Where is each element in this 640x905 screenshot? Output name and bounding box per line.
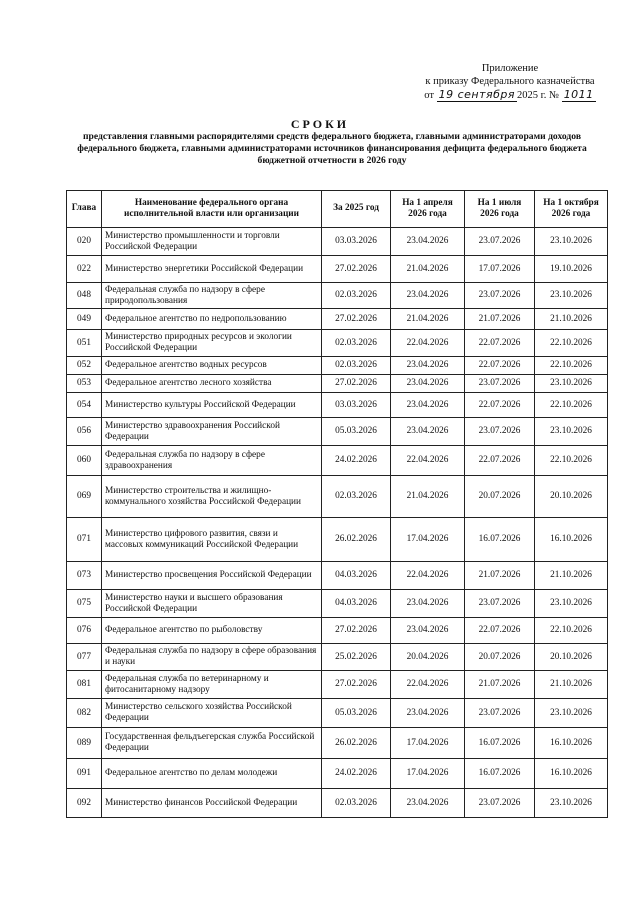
cell-name: Министерство финансов Российской Федерации <box>102 789 322 818</box>
cell-name: Федеральное агентство по делам молодежи <box>102 759 322 789</box>
header-name: Наименование федерального органа исполнительной власти или организации <box>102 191 322 228</box>
cell-april: 23.04.2026 <box>391 228 465 256</box>
table-row <box>67 728 608 759</box>
cell-2025: 05.03.2026 <box>322 699 391 728</box>
cell-2025: 02.03.2026 <box>322 789 391 818</box>
cell-code: 020 <box>67 228 102 256</box>
header-code: Глава <box>67 191 102 228</box>
table-row <box>67 789 608 818</box>
cell-october: 23.10.2026 <box>535 283 608 309</box>
appendix-date-prefix: от <box>424 90 434 101</box>
table-row <box>67 256 608 283</box>
cell-october: 22.10.2026 <box>535 357 608 375</box>
cell-2025: 02.03.2026 <box>322 330 391 357</box>
cell-2025: 02.03.2026 <box>322 476 391 518</box>
cell-october: 23.10.2026 <box>535 375 608 393</box>
cell-2025: 27.02.2026 <box>322 256 391 283</box>
cell-july: 23.07.2026 <box>465 228 535 256</box>
cell-april: 23.04.2026 <box>391 393 465 418</box>
cell-2025: 27.02.2026 <box>322 309 391 330</box>
cell-name: Министерство строительства и жилищно-коммунального хозяйства Российской Федерации <box>102 476 322 518</box>
cell-name: Министерство сельского хозяйства Российской Федерации <box>102 699 322 728</box>
cell-code: 081 <box>67 671 102 699</box>
cell-july: 16.07.2026 <box>465 728 535 759</box>
appendix-date-line <box>390 88 630 102</box>
cell-october: 23.10.2026 <box>535 789 608 818</box>
appendix-block <box>390 62 630 102</box>
cell-october: 16.10.2026 <box>535 759 608 789</box>
appendix-label: Приложение <box>481 63 539 74</box>
handwritten-order-number: 1011 <box>563 88 594 101</box>
table-row <box>67 671 608 699</box>
table-row <box>67 644 608 671</box>
cell-october: 20.10.2026 <box>535 476 608 518</box>
cell-code: 077 <box>67 644 102 671</box>
appendix-year: 2025 г. № <box>517 90 560 101</box>
cell-july: 22.07.2026 <box>465 357 535 375</box>
table-row <box>67 418 608 446</box>
cell-april: 23.04.2026 <box>391 283 465 309</box>
table-row <box>67 357 608 375</box>
header-2025: За 2025 год <box>322 191 391 228</box>
cell-name: Федеральная служба по ветеринарному и фитосанитарному надзору <box>102 671 322 699</box>
cell-code: 053 <box>67 375 102 393</box>
cell-2025: 04.03.2026 <box>322 562 391 590</box>
cell-july: 23.07.2026 <box>465 283 535 309</box>
cell-july: 20.07.2026 <box>465 476 535 518</box>
cell-october: 22.10.2026 <box>535 618 608 644</box>
cell-april: 23.04.2026 <box>391 789 465 818</box>
cell-2025: 24.02.2026 <box>322 759 391 789</box>
handwritten-date: 19 сентября <box>438 88 516 101</box>
cell-name: Федеральное агентство по рыболовству <box>102 618 322 644</box>
cell-name: Федеральная служба по надзору в сфере образования и науки <box>102 644 322 671</box>
cell-october: 22.10.2026 <box>535 330 608 357</box>
header-april: На 1 апреля 2026 года <box>391 191 465 228</box>
cell-april: 21.04.2026 <box>391 476 465 518</box>
cell-october: 23.10.2026 <box>535 699 608 728</box>
cell-name: Министерство культуры Российской Федерации <box>102 393 322 418</box>
cell-code: 073 <box>67 562 102 590</box>
cell-2025: 05.03.2026 <box>322 418 391 446</box>
cell-july: 22.07.2026 <box>465 330 535 357</box>
cell-code: 075 <box>67 590 102 618</box>
cell-october: 19.10.2026 <box>535 256 608 283</box>
cell-name: Министерство промышленности и торговли Российской Федерации <box>102 228 322 256</box>
cell-april: 20.04.2026 <box>391 644 465 671</box>
cell-name: Федеральное агентство лесного хозяйства <box>102 375 322 393</box>
cell-july: 22.07.2026 <box>465 618 535 644</box>
header-october: На 1 октября 2026 года <box>535 191 608 228</box>
cell-code: 092 <box>67 789 102 818</box>
cell-code: 049 <box>67 309 102 330</box>
cell-2025: 02.03.2026 <box>322 283 391 309</box>
cell-april: 23.04.2026 <box>391 618 465 644</box>
cell-july: 23.07.2026 <box>465 375 535 393</box>
cell-july: 17.07.2026 <box>465 256 535 283</box>
cell-october: 22.10.2026 <box>535 446 608 476</box>
cell-code: 091 <box>67 759 102 789</box>
deadlines-table <box>66 190 608 818</box>
cell-july: 23.07.2026 <box>465 699 535 728</box>
cell-code: 060 <box>67 446 102 476</box>
table-row <box>67 375 608 393</box>
cell-2025: 02.03.2026 <box>322 357 391 375</box>
cell-october: 23.10.2026 <box>535 590 608 618</box>
cell-code: 076 <box>67 618 102 644</box>
cell-july: 23.07.2026 <box>465 590 535 618</box>
table-row <box>67 330 608 357</box>
cell-april: 23.04.2026 <box>391 375 465 393</box>
cell-october: 21.10.2026 <box>535 309 608 330</box>
cell-2025: 27.02.2026 <box>322 618 391 644</box>
cell-july: 20.07.2026 <box>465 644 535 671</box>
cell-april: 17.04.2026 <box>391 728 465 759</box>
cell-name: Федеральная служба по надзору в сфере природопользования <box>102 283 322 309</box>
table-row <box>67 618 608 644</box>
cell-2025: 03.03.2026 <box>322 393 391 418</box>
table-row <box>67 562 608 590</box>
cell-april: 23.04.2026 <box>391 357 465 375</box>
cell-april: 22.04.2026 <box>391 330 465 357</box>
cell-april: 23.04.2026 <box>391 699 465 728</box>
cell-code: 054 <box>67 393 102 418</box>
cell-name: Министерство энергетики Российской Федерации <box>102 256 322 283</box>
table-row <box>67 309 608 330</box>
cell-code: 051 <box>67 330 102 357</box>
cell-april: 22.04.2026 <box>391 562 465 590</box>
cell-name: Министерство цифрового развития, связи и массовых коммуникаций Российской Федерации <box>102 518 322 562</box>
table-row <box>67 699 608 728</box>
cell-april: 21.04.2026 <box>391 309 465 330</box>
table-row <box>67 518 608 562</box>
table-row <box>67 283 608 309</box>
header-july: На 1 июля 2026 года <box>465 191 535 228</box>
document-subtitle: представления главными распорядителями средств федерального бюджета, главными администраторами доходов федерального бюджета, главными администраторами источников финансирования дефицита федерального бюджета бюджетной отчетности в 2026 году <box>77 131 587 166</box>
cell-october: 16.10.2026 <box>535 728 608 759</box>
cell-name: Федеральная служба по надзору в сфере здравоохранения <box>102 446 322 476</box>
cell-name: Министерство просвещения Российской Федерации <box>102 562 322 590</box>
cell-name: Государственная фельдъегерская служба Российской Федерации <box>102 728 322 759</box>
cell-code: 048 <box>67 283 102 309</box>
cell-october: 16.10.2026 <box>535 518 608 562</box>
cell-october: 21.10.2026 <box>535 671 608 699</box>
table-header-row <box>67 191 608 228</box>
cell-2025: 27.02.2026 <box>322 671 391 699</box>
cell-july: 21.07.2026 <box>465 309 535 330</box>
cell-2025: 25.02.2026 <box>322 644 391 671</box>
cell-april: 23.04.2026 <box>391 590 465 618</box>
appendix-order-ref: к приказу Федерального казначейства <box>425 76 595 87</box>
table-row <box>67 590 608 618</box>
table-row <box>67 476 608 518</box>
table-row <box>67 393 608 418</box>
cell-october: 23.10.2026 <box>535 228 608 256</box>
document-title: СРОКИ <box>290 117 350 131</box>
cell-2025: 27.02.2026 <box>322 375 391 393</box>
cell-october: 22.10.2026 <box>535 393 608 418</box>
cell-name: Министерство здравоохранения Российской Федерации <box>102 418 322 446</box>
cell-code: 022 <box>67 256 102 283</box>
table-row <box>67 228 608 256</box>
cell-name: Федеральное агентство водных ресурсов <box>102 357 322 375</box>
cell-name: Министерство природных ресурсов и экологии Российской Федерации <box>102 330 322 357</box>
table-row <box>67 446 608 476</box>
cell-october: 21.10.2026 <box>535 562 608 590</box>
cell-code: 069 <box>67 476 102 518</box>
cell-april: 22.04.2026 <box>391 446 465 476</box>
cell-july: 23.07.2026 <box>465 789 535 818</box>
cell-april: 21.04.2026 <box>391 256 465 283</box>
cell-name: Министерство науки и высшего образования Российской Федерации <box>102 590 322 618</box>
cell-july: 23.07.2026 <box>465 418 535 446</box>
cell-july: 16.07.2026 <box>465 759 535 789</box>
cell-july: 21.07.2026 <box>465 562 535 590</box>
cell-2025: 26.02.2026 <box>322 728 391 759</box>
cell-april: 23.04.2026 <box>391 418 465 446</box>
cell-code: 089 <box>67 728 102 759</box>
table-row <box>67 759 608 789</box>
cell-2025: 24.02.2026 <box>322 446 391 476</box>
cell-2025: 26.02.2026 <box>322 518 391 562</box>
cell-april: 17.04.2026 <box>391 759 465 789</box>
cell-july: 21.07.2026 <box>465 671 535 699</box>
cell-april: 17.04.2026 <box>391 518 465 562</box>
cell-2025: 03.03.2026 <box>322 228 391 256</box>
cell-april: 22.04.2026 <box>391 671 465 699</box>
cell-october: 23.10.2026 <box>535 418 608 446</box>
cell-2025: 04.03.2026 <box>322 590 391 618</box>
cell-code: 082 <box>67 699 102 728</box>
cell-code: 056 <box>67 418 102 446</box>
cell-name: Федеральное агентство по недропользованию <box>102 309 322 330</box>
cell-july: 16.07.2026 <box>465 518 535 562</box>
cell-code: 052 <box>67 357 102 375</box>
cell-code: 071 <box>67 518 102 562</box>
cell-july: 22.07.2026 <box>465 393 535 418</box>
cell-july: 22.07.2026 <box>465 446 535 476</box>
cell-october: 20.10.2026 <box>535 644 608 671</box>
